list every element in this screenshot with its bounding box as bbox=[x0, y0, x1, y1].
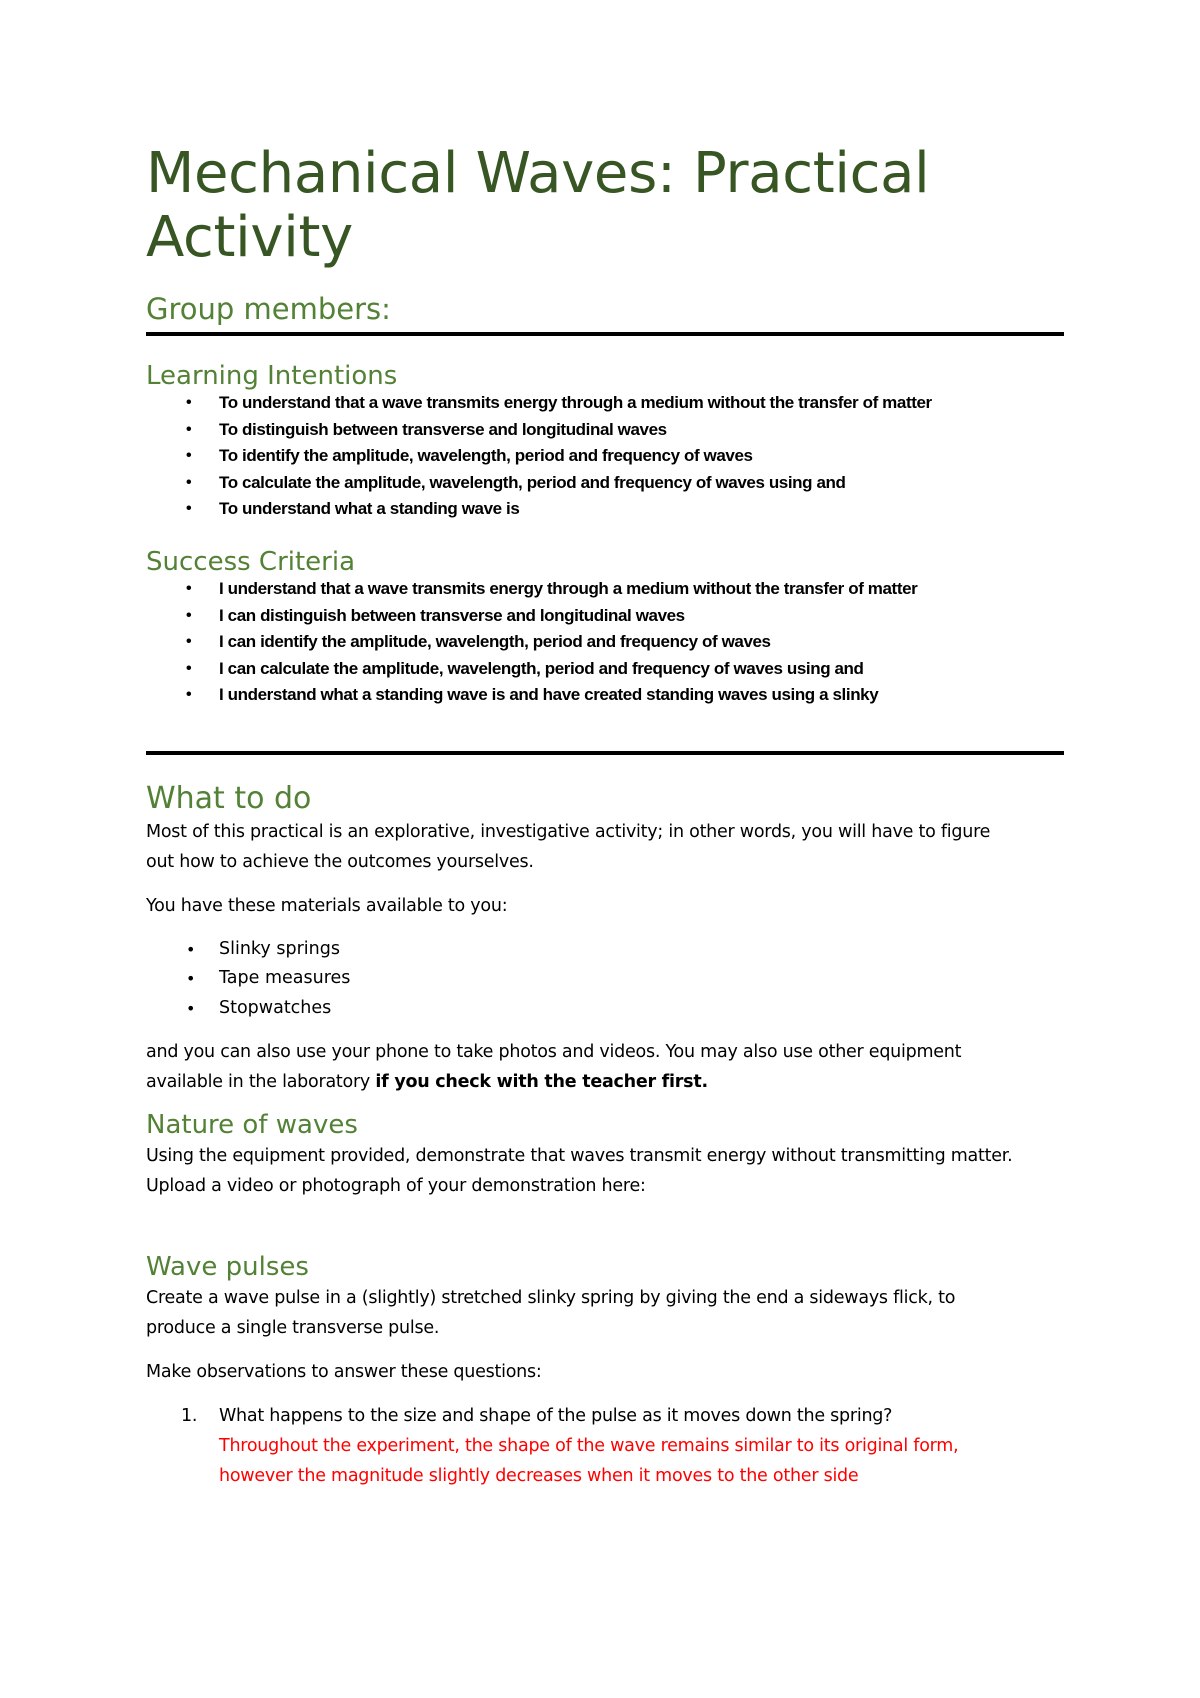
bullet-icon: • bbox=[186, 500, 192, 518]
materials-list bbox=[146, 935, 1064, 1024]
bullet-icon: • bbox=[186, 998, 196, 1018]
list-item: • To understand that a wave transmits energy through a medium without the transfer of matter bbox=[146, 390, 1064, 417]
bullet-icon: • bbox=[186, 633, 192, 651]
learning-intentions-heading: Learning Intentions bbox=[146, 361, 398, 391]
list-item: • I can calculate the amplitude, wavelength, period and frequency of waves using and bbox=[146, 656, 1064, 683]
intro-paragraph: Most of this practical is an explorative, investigative activity; in other words, you will have to figure out how to achieve the outcomes yourselves. bbox=[146, 821, 991, 872]
question-number: 1. bbox=[181, 1406, 198, 1427]
nature-of-waves-heading: Nature of waves bbox=[146, 1110, 358, 1141]
bullet-icon: • bbox=[186, 659, 192, 677]
list-item: • Stopwatches bbox=[146, 994, 1064, 1024]
group-members-heading: Group members: bbox=[146, 292, 391, 326]
success-criteria-heading: Success Criteria bbox=[146, 546, 356, 577]
teacher-check-note: if you check with the teacher first. bbox=[375, 1072, 708, 1093]
bullet-icon: • bbox=[186, 606, 192, 624]
list-item: • I can identify the amplitude, wavelength, period and frequency of waves bbox=[146, 629, 1064, 656]
questions-intro: Make observations to answer these questions: bbox=[146, 1362, 542, 1383]
title-line-1: Mechanical Waves: Practical bbox=[146, 141, 930, 206]
document-page bbox=[146, 142, 1064, 1491]
equipment-paragraph: and you can also use your phone to take photos and videos. You may also use other equipment available in the laboratory if you check with the teacher first. bbox=[146, 1042, 962, 1093]
bullet-icon: • bbox=[186, 394, 192, 411]
bullet-icon: • bbox=[186, 473, 192, 491]
answer-text-line-2: however the magnitude slightly decreases when it moves to the other side bbox=[219, 1466, 859, 1487]
bullet-icon: • bbox=[186, 579, 192, 597]
question-item bbox=[146, 1401, 1064, 1491]
list-item: • Slinky springs bbox=[146, 935, 1064, 965]
list-item: • To identify the amplitude, wavelength, period and frequency of waves bbox=[146, 443, 1064, 470]
title-line-2: Activity bbox=[146, 205, 354, 270]
list-item: • To understand what a standing wave is bbox=[146, 496, 1064, 523]
bullet-icon: • bbox=[186, 969, 196, 989]
nature-of-waves-paragraph: Using the equipment provided, demonstrate that waves transmit energy without transmitting matter. Upload a video or photograph of your demonstration here: bbox=[146, 1146, 1013, 1197]
list-item: • Tape measures bbox=[146, 964, 1064, 994]
wave-pulses-heading: Wave pulses bbox=[146, 1252, 309, 1283]
questions-list bbox=[146, 1401, 1064, 1491]
answer-text-line-1: Throughout the experiment, the shape of the wave remains similar to its original form, bbox=[219, 1436, 959, 1457]
wave-pulses-paragraph: Create a wave pulse in a (slightly) stretched slinky spring by giving the end a sideways flick, to produce a single transverse pulse. bbox=[146, 1288, 956, 1339]
list-item: • I understand that a wave transmits energy through a medium without the transfer of matter bbox=[146, 576, 1064, 603]
learning-intentions-list bbox=[146, 390, 1064, 523]
bullet-icon: • bbox=[186, 420, 192, 438]
list-item: • To distinguish between transverse and longitudinal waves bbox=[146, 417, 1064, 444]
question-text: What happens to the size and shape of the pulse as it moves down the spring? bbox=[219, 1406, 893, 1427]
list-item: • To calculate the amplitude, wavelength, period and frequency of waves using and bbox=[146, 470, 1064, 497]
bullet-icon: • bbox=[186, 447, 192, 465]
materials-intro: You have these materials available to you: bbox=[146, 895, 508, 916]
bullet-icon: • bbox=[186, 686, 192, 704]
what-to-do-heading: What to do bbox=[146, 780, 312, 816]
bullet-icon: • bbox=[186, 939, 196, 959]
list-item: • I can distinguish between transverse and longitudinal waves bbox=[146, 603, 1064, 630]
document-title bbox=[146, 142, 1064, 270]
list-item: • I understand what a standing wave is and have created standing waves using a slinky bbox=[146, 682, 1064, 709]
success-criteria-list bbox=[146, 576, 1064, 709]
